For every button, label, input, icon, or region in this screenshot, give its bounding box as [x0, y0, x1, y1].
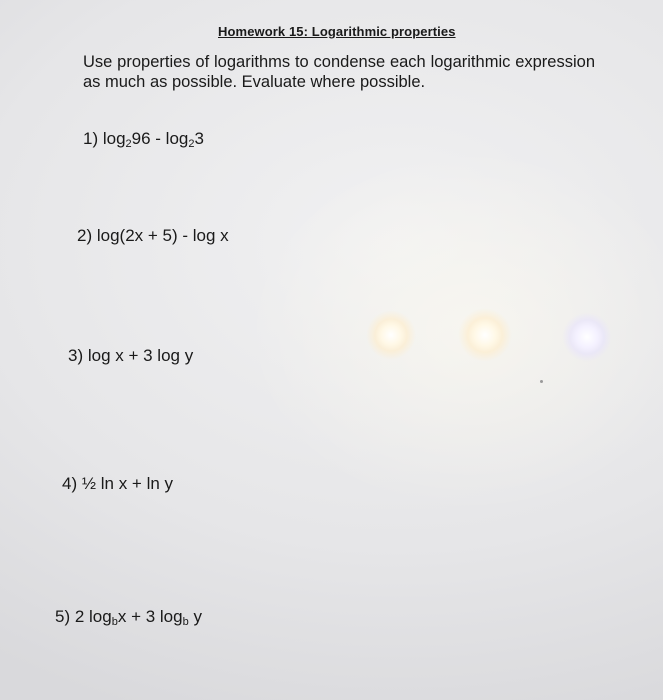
problem-3: [68, 346, 193, 366]
problem-number: 2): [77, 226, 97, 245]
light-glare: [458, 308, 512, 362]
log-base: 2: [125, 138, 132, 150]
problem-number: 4): [62, 474, 82, 493]
problem-number: 1): [83, 129, 103, 148]
expression-text: ½ ln x + ln: [81, 474, 165, 493]
expression-text: 96 - log: [131, 129, 189, 148]
math-variable: y: [164, 474, 174, 493]
problem-number: 5): [55, 607, 75, 626]
log-base: 2: [188, 138, 195, 150]
problem-2: [77, 226, 229, 246]
math-variable: y: [193, 607, 202, 626]
math-variable: x: [134, 226, 144, 245]
problem-1: [83, 129, 204, 150]
problem-5: [55, 607, 202, 628]
expression-text: log(2: [96, 226, 135, 245]
math-variable: x: [220, 226, 229, 245]
expression-text: log: [102, 129, 126, 148]
instructions-text: Use properties of logarithms to condense each logarithmic expression as much as possible. Evaluate where possible.: [83, 53, 595, 91]
math-variable: y: [184, 346, 194, 365]
log-base: b: [182, 616, 189, 628]
paper-speck: [540, 380, 543, 383]
problem-number: 3): [68, 346, 88, 365]
expression-text: log x + 3 log: [87, 346, 185, 365]
light-glare: [366, 310, 416, 360]
expression-text: + 5) - log: [143, 226, 221, 245]
page-title: Homework 15: Logarithmic properties: [218, 24, 456, 39]
log-base: b: [111, 616, 118, 628]
expression-text: 3: [194, 129, 204, 148]
expression-text: x + 3 log: [117, 607, 183, 626]
expression-text: 2 log: [74, 607, 112, 626]
light-glare: [562, 312, 612, 362]
problem-4: [62, 474, 173, 494]
